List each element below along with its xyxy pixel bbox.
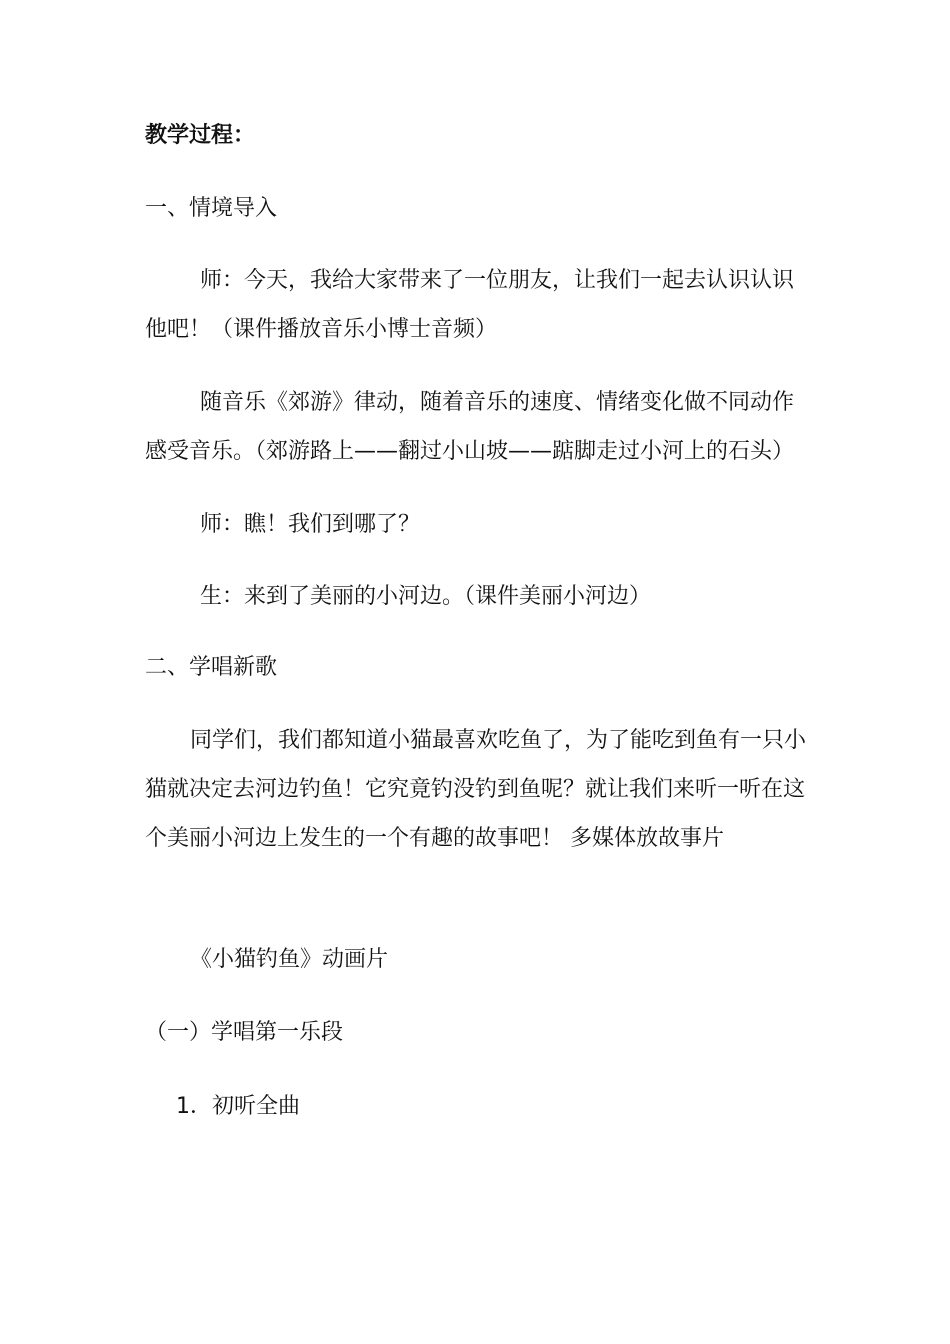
- paragraph-2-line-1: 随音乐《郊游》律动，随着音乐的速度、情绪变化做不同动作: [200, 390, 795, 415]
- paragraph-4: 生：来到了美丽的小河边。（课件美丽小河边）: [200, 584, 652, 609]
- paragraph-2-line-2: 感受音乐。（郊游路上——翻过小山坡——踮脚走过小河上的石头）: [145, 439, 795, 464]
- subsection-heading-1: （一）学唱第一乐段: [145, 1020, 344, 1045]
- document-title: 教学过程：: [145, 123, 256, 148]
- paragraph-1-line-2: 他吧！（课件播放音乐小博士音频）: [145, 317, 498, 342]
- section-heading-2: 二、学唱新歌: [145, 655, 278, 680]
- paragraph-5-line-2: 猫就决定去河边钓鱼！它究竟钓没钓到鱼呢？就让我们来听一听在这: [145, 777, 806, 802]
- paragraph-5-line-1: 同学们，我们都知道小猫最喜欢吃鱼了，为了能吃到鱼有一只小: [190, 728, 807, 753]
- paragraph-6: 《小猫钓鱼》动画片: [190, 947, 389, 972]
- paragraph-3: 师：瞧！我们到哪了？: [200, 512, 421, 537]
- list-item-1: 1．初听全曲: [176, 1094, 300, 1119]
- section-heading-1: 一、情境导入: [145, 196, 278, 221]
- paragraph-1-line-1: 师：今天，我给大家带来了一位朋友，让我们一起去认识认识: [200, 268, 795, 293]
- paragraph-5-line-3: 个美丽小河边上发生的一个有趣的故事吧！ 多媒体放故事片: [145, 826, 724, 851]
